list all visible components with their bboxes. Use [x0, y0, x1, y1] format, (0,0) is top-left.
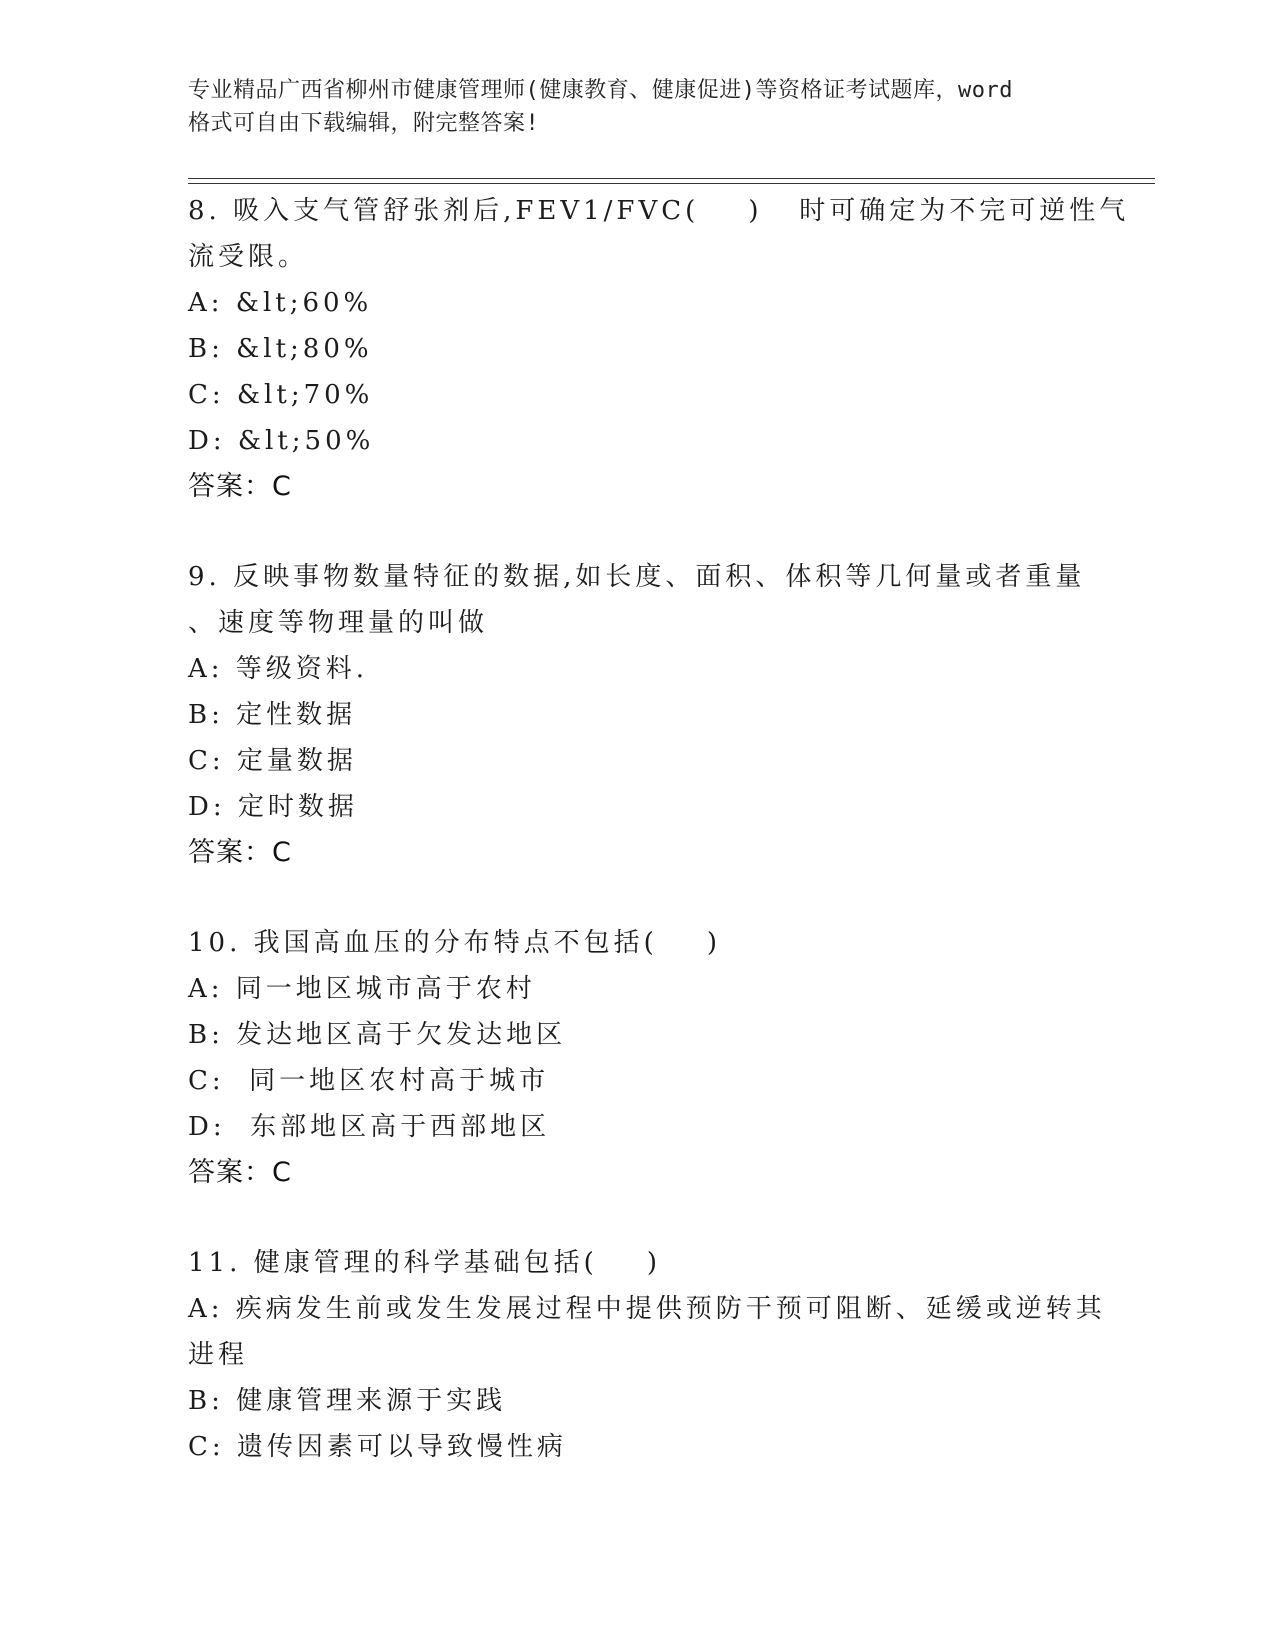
- question-10: [188, 920, 1088, 1196]
- question-stem-line: 9. 反映事物数量特征的数据,如长度、面积、体积等几何量或者重量: [188, 562, 1086, 592]
- question-stem-line: 11. 健康管理的科学基础包括( ): [188, 1248, 661, 1278]
- question-11: [188, 1240, 1106, 1470]
- question-stem-line: 10. 我国高血压的分布特点不包括( ): [188, 928, 721, 958]
- option-b: B: 发达地区高于欠发达地区: [188, 1020, 567, 1050]
- question-8: [188, 188, 1130, 510]
- option-a-continued: 进程: [188, 1340, 249, 1370]
- question-stem-line: 流受限。: [188, 242, 309, 272]
- option-b: B: 定性数据: [188, 700, 357, 730]
- document-header: [188, 74, 1108, 140]
- option-c: C: 定量数据: [188, 746, 357, 776]
- option-a: A: 疾病发生前或发生发展过程中提供预防干预可阻断、延缓或逆转其: [188, 1294, 1106, 1324]
- answer-label: 答案：C: [188, 1157, 292, 1188]
- option-a: A: 等级资料.: [188, 654, 369, 684]
- option-c: C: 同一地区农村高于城市: [188, 1066, 550, 1096]
- header-line-2: 格式可自由下载编辑，附完整答案!: [188, 111, 540, 136]
- option-d: D: 定时数据: [188, 792, 358, 822]
- option-a: A: 同一地区城市高于农村: [188, 974, 536, 1004]
- question-list: [188, 188, 1130, 1514]
- question-stem-line: 、速度等物理量的叫做: [188, 608, 489, 638]
- option-b: B: &lt;80%: [188, 334, 373, 364]
- option-b: B: 健康管理来源于实践: [188, 1386, 507, 1416]
- answer-label: 答案：C: [188, 471, 292, 502]
- question-stem-line: 8. 吸入支气管舒张剂后,FEV1/FVC( ) 时可确定为不完可逆性气: [188, 196, 1130, 226]
- option-d: D: &lt;50%: [188, 426, 375, 456]
- question-9: [188, 554, 1088, 876]
- header-divider-bottom: [188, 183, 1155, 184]
- option-d: D: 东部地区高于西部地区: [188, 1112, 551, 1142]
- header-line-1: 专业精品广西省柳州市健康管理师(健康教育、健康促进)等资格证考试题库，word: [188, 78, 1013, 103]
- option-c: C: &lt;70%: [188, 380, 374, 410]
- answer-label: 答案：C: [188, 837, 292, 868]
- option-c: C: 遗传因素可以导致慢性病: [188, 1432, 567, 1462]
- option-a: A: &lt;60%: [188, 288, 373, 318]
- header-divider-top: [188, 178, 1155, 179]
